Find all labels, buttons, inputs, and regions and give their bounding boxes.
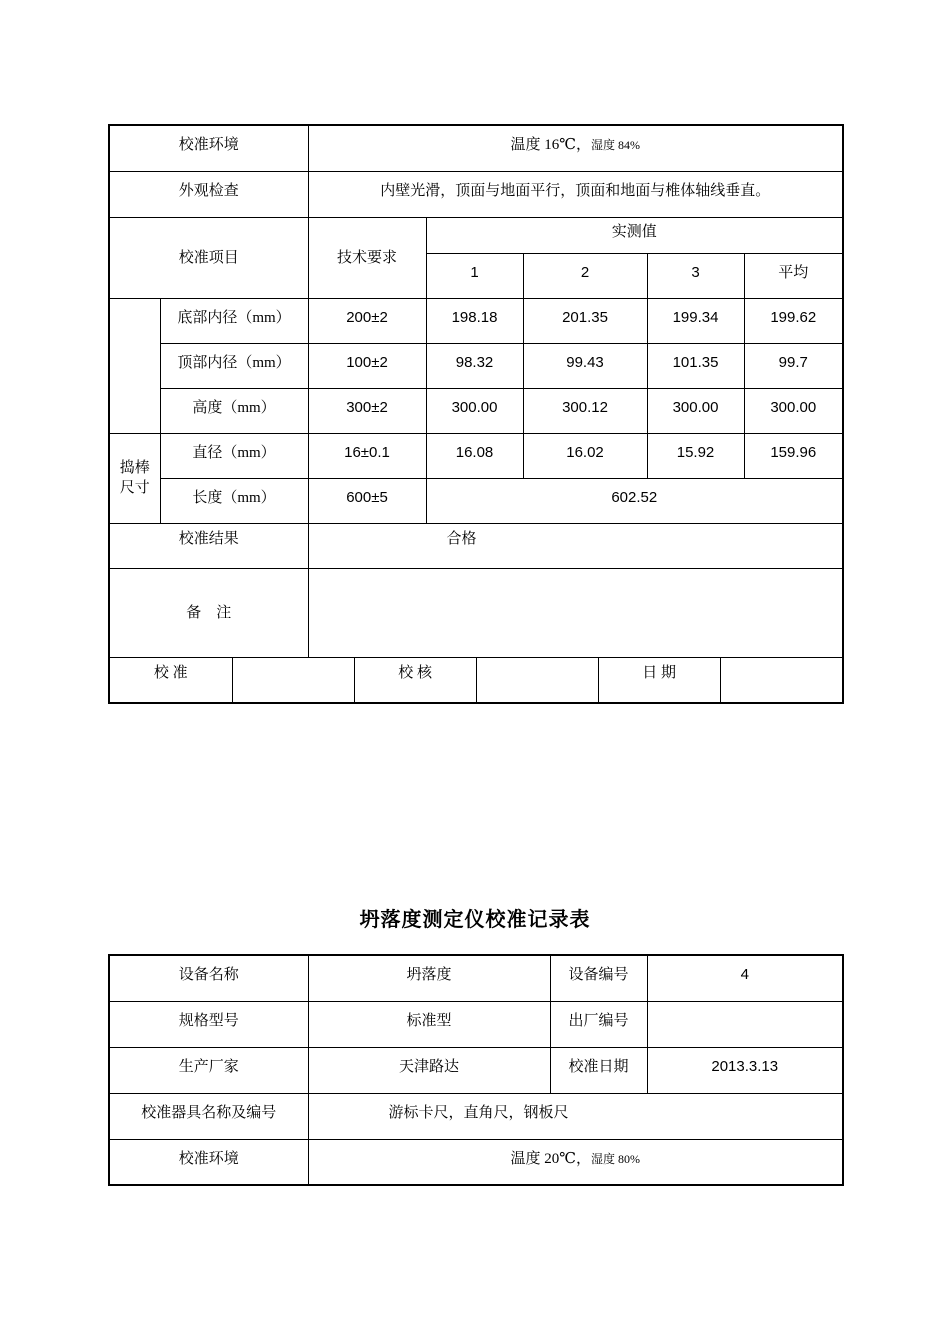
col-2-header: 2 [523, 253, 647, 298]
row-v3: 199.34 [647, 298, 744, 343]
env-temp: 温度 16℃， [510, 137, 592, 153]
measured-header: 实测值 [426, 217, 843, 253]
row-name: 直径（mm） [160, 433, 308, 478]
length-value: 602.52 [426, 478, 843, 523]
cal-date-label: 校准日期 [550, 1047, 647, 1093]
date-value [720, 658, 842, 702]
tools-value: 游标卡尺，直角尺，钢板尺 [308, 1093, 843, 1139]
row-avg: 199.62 [744, 298, 843, 343]
remark-label: 备 注 [109, 568, 308, 657]
calibrate-label: 校 准 [110, 658, 232, 702]
row-v3: 15.92 [647, 433, 744, 478]
env-humidity: 湿度 84% [591, 138, 641, 152]
col-1-header: 1 [426, 253, 523, 298]
env-label-2: 校准环境 [109, 1139, 308, 1185]
check-label: 校 核 [354, 658, 476, 702]
factory-no-label: 出厂编号 [550, 1001, 647, 1047]
env-temp-2: 温度 20℃， [510, 1150, 592, 1167]
maker-value: 天津路达 [308, 1047, 550, 1093]
calibration-table-1 [108, 124, 844, 704]
row-v2: 300.12 [523, 388, 647, 433]
appearance-value: 内壁光滑，顶面与地面平行，顶面和地面与椎体轴线垂直。 [308, 171, 843, 217]
row-v1: 98.32 [426, 343, 523, 388]
factory-no-value [647, 1001, 843, 1047]
device-name-label: 设备名称 [109, 955, 308, 1001]
row-v2: 16.02 [523, 433, 647, 478]
row-avg: 300.00 [744, 388, 843, 433]
row-name: 顶部内径（mm） [160, 343, 308, 388]
row-v1: 16.08 [426, 433, 523, 478]
result-value: 合格 [308, 523, 843, 568]
remark-value [308, 568, 843, 657]
length-req: 600±5 [308, 478, 426, 523]
result-label: 校准结果 [109, 523, 308, 568]
cal-date-value: 2013.3.13 [647, 1047, 843, 1093]
spec-value: 标准型 [308, 1001, 550, 1047]
row-name: 底部内径（mm） [160, 298, 308, 343]
item-header: 校准项目 [109, 217, 308, 298]
calibration-table-2 [108, 954, 844, 1186]
row-name: 高度（mm） [160, 388, 308, 433]
env-value-2 [308, 1139, 843, 1185]
row-v1: 300.00 [426, 388, 523, 433]
env-label: 校准环境 [109, 125, 308, 171]
col-3-header: 3 [647, 253, 744, 298]
row-avg: 99.7 [744, 343, 843, 388]
row-v3: 101.35 [647, 343, 744, 388]
row-v3: 300.00 [647, 388, 744, 433]
tools-label: 校准器具名称及编号 [109, 1093, 308, 1139]
appearance-label: 外观检查 [109, 171, 308, 217]
avg-header: 平均 [744, 253, 843, 298]
check-value [476, 658, 598, 702]
requirement-header: 技术要求 [308, 217, 426, 298]
row-v2: 99.43 [523, 343, 647, 388]
row-req: 300±2 [308, 388, 426, 433]
env-humidity-2: 湿度 80% [591, 1151, 641, 1166]
length-name: 长度（mm） [160, 478, 308, 523]
document-title: 坍落度测定仪校准记录表 [359, 907, 591, 931]
row-req: 16±0.1 [308, 433, 426, 478]
cone-group-cell [109, 298, 160, 433]
device-no-value: 4 [647, 955, 843, 1001]
device-no-label: 设备编号 [550, 955, 647, 1001]
calibrate-value [232, 658, 354, 702]
row-v1: 198.18 [426, 298, 523, 343]
row-req: 100±2 [308, 343, 426, 388]
row-req: 200±2 [308, 298, 426, 343]
row-avg: 159.96 [744, 433, 843, 478]
row-v2: 201.35 [523, 298, 647, 343]
rod-group-label: 捣棒 尺寸 [109, 433, 160, 523]
signature-row [110, 658, 842, 702]
device-name-value: 坍落度 [308, 955, 550, 1001]
env-value [308, 125, 843, 171]
date-label: 日 期 [598, 658, 720, 702]
maker-label: 生产厂家 [109, 1047, 308, 1093]
spec-label: 规格型号 [109, 1001, 308, 1047]
